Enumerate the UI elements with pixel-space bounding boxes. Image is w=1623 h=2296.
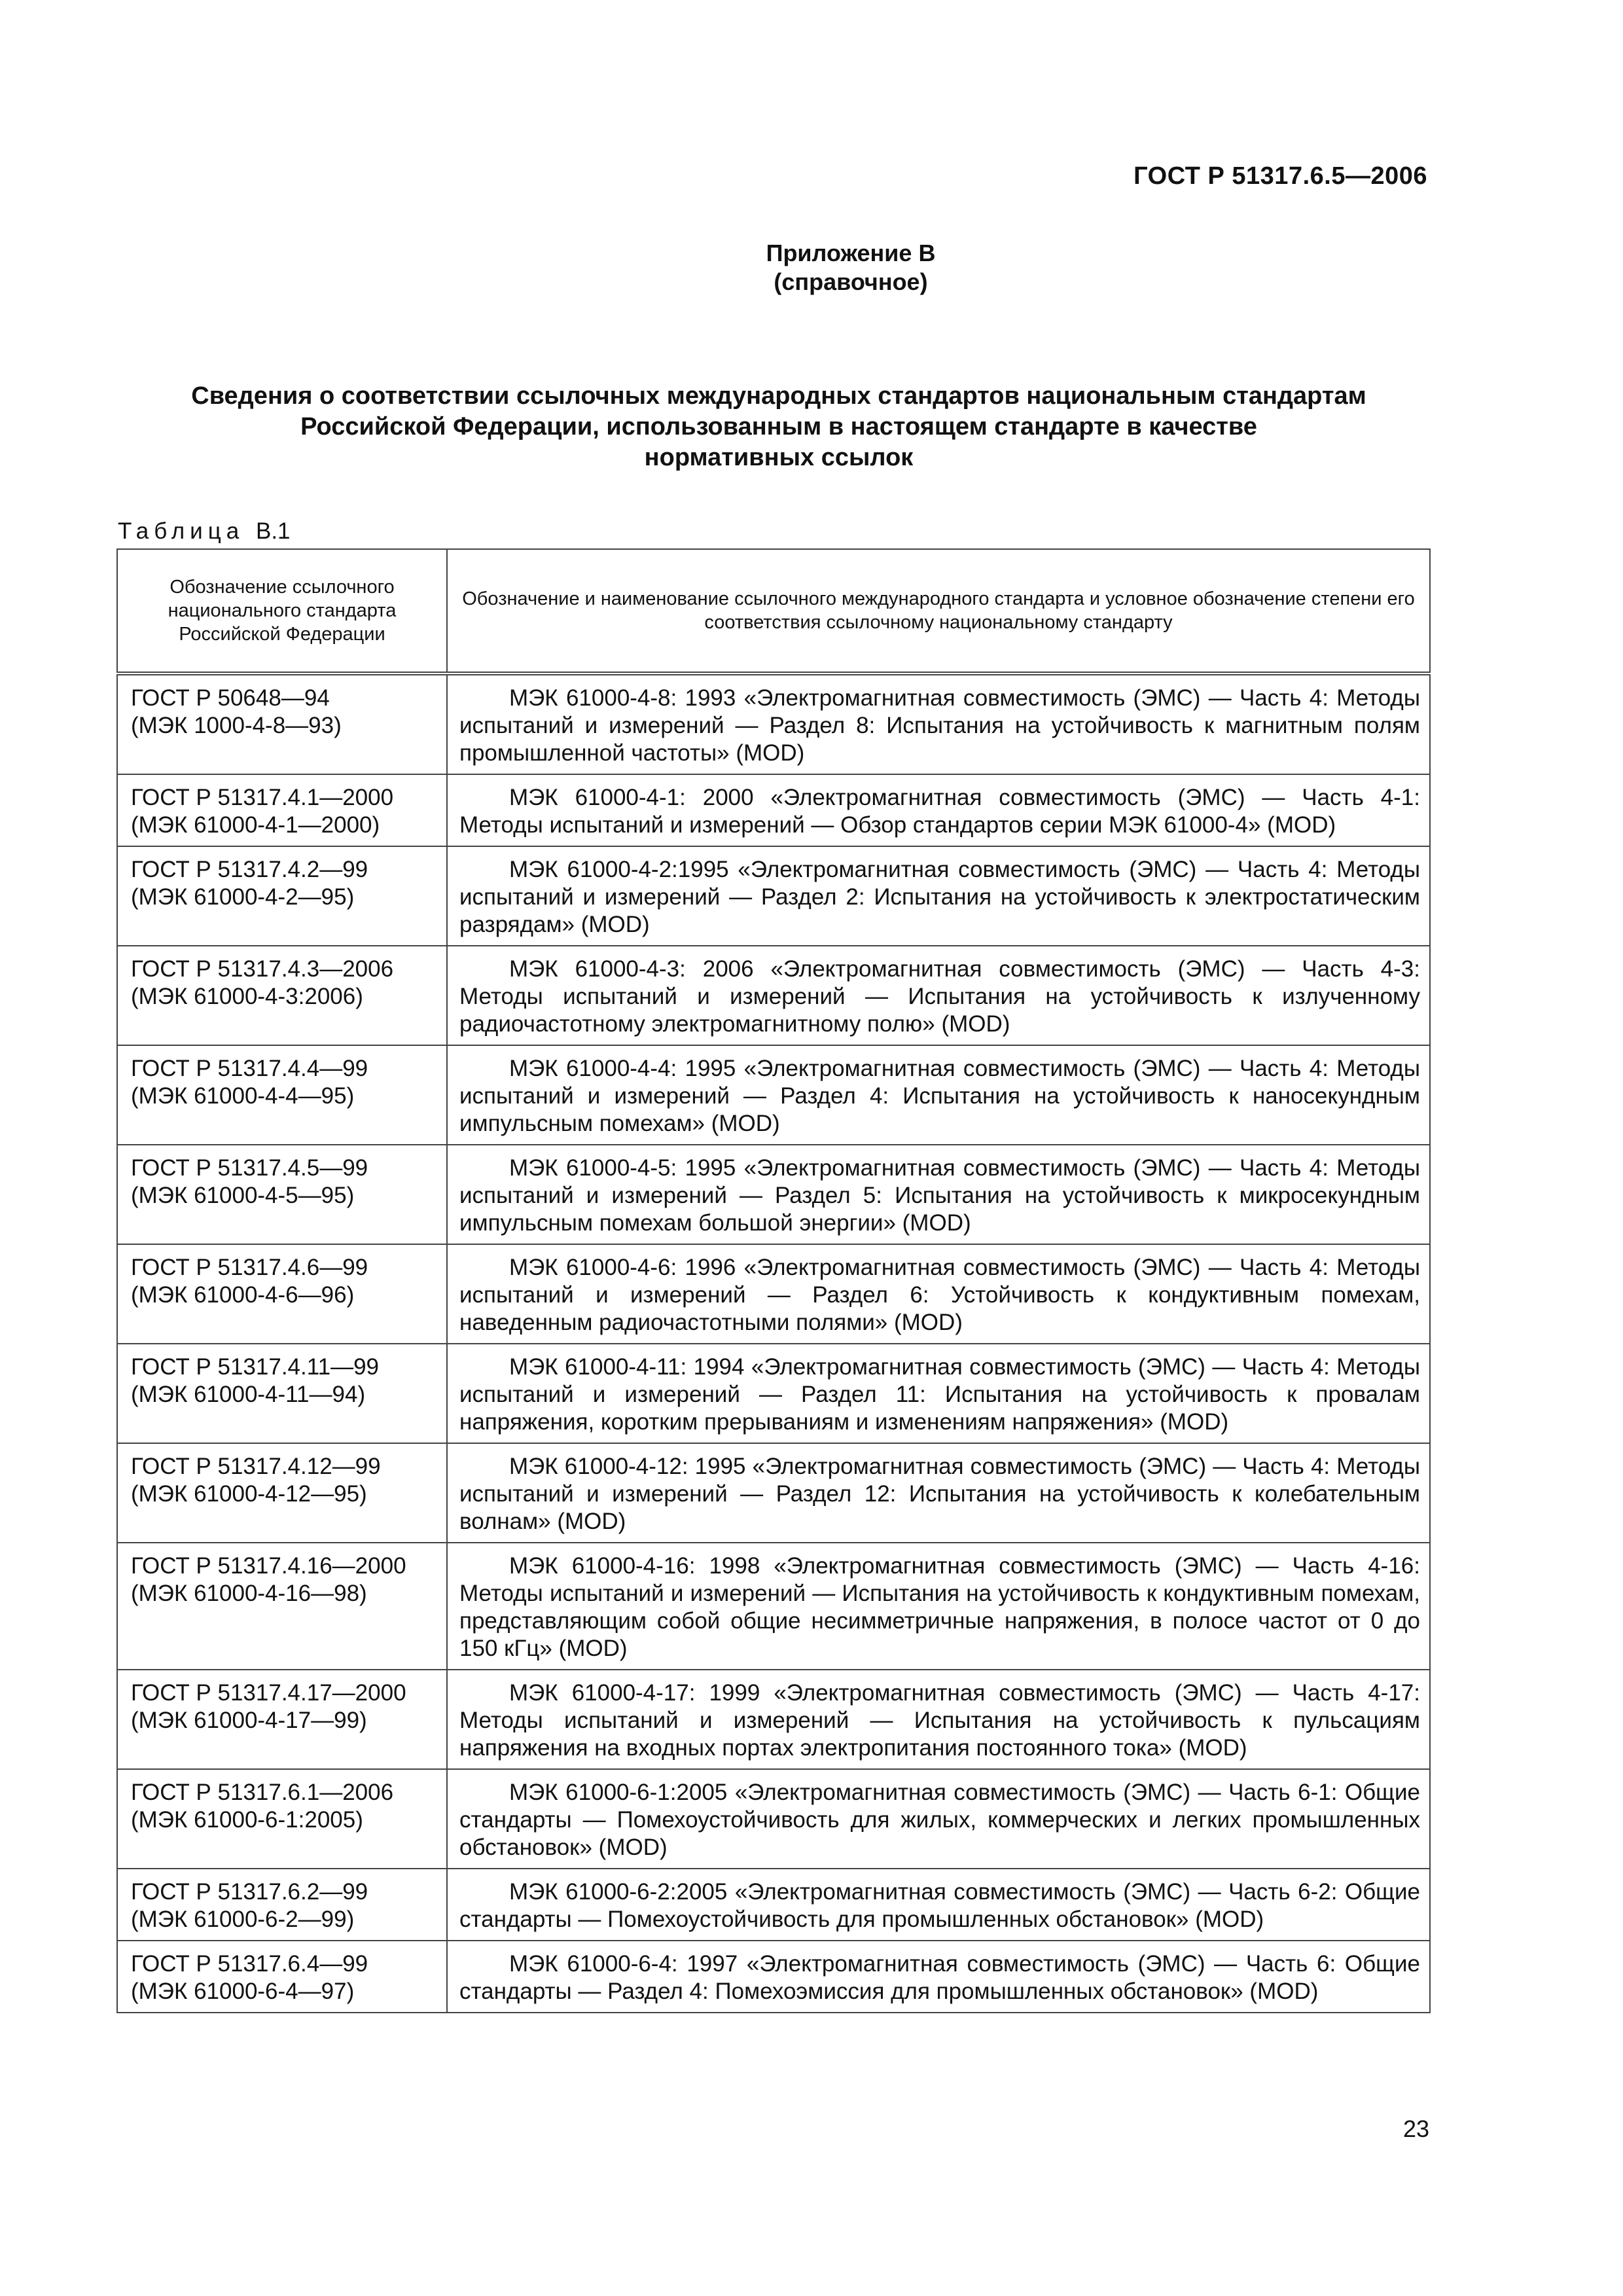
international-standard-cell: МЭК 61000-4-5: 1995 «Электромагнитная совместимость (ЭМС) — Часть 4: Методы испытаний и измерений — Раздел 5: Испытания на устойчивость к микросекундным импульсным помехам большой энергии» (MOD) <box>447 1145 1430 1244</box>
international-standard-cell: МЭК 61000-4-4: 1995 «Электромагнитная совместимость (ЭМС) — Часть 4: Методы испытаний и измерений — Раздел 4: Испытания на устойчивость к наносекундным импульсным помехам» (MOD) <box>447 1045 1430 1145</box>
table-row <box>117 1670 1430 1769</box>
iec-code: (МЭК 61000-4-16—98) <box>131 1581 367 1606</box>
gost-code: ГОСТ Р 51317.6.2—99 <box>131 1879 368 1905</box>
iec-code: (МЭК 61000-6-2—99) <box>131 1907 355 1932</box>
international-standard-cell: МЭК 61000-4-16: 1998 «Электромагнитная совместимость (ЭМС) — Часть 4-16: Методы испытаний и измерений — Испытания на устойчивость к кондуктивным помехам, представляющим собой общие несимметричные напряжения, в полосе частот от 0 до 150 кГц» (MOD) <box>447 1543 1430 1670</box>
iec-code: (МЭК 61000-4-1—2000) <box>131 812 380 838</box>
table-row <box>117 1869 1430 1941</box>
iec-code: (МЭК 61000-4-12—95) <box>131 1481 367 1507</box>
main-title-line: нормативных ссылок <box>644 444 914 471</box>
table-row <box>117 1941 1430 2013</box>
international-standard-cell: МЭК 61000-4-2:1995 «Электромагнитная совместимость (ЭМС) — Часть 4: Методы испытаний и измерений — Раздел 2: Испытания на устойчивость к электростатическим разрядам» (MOD) <box>447 846 1430 946</box>
iec-code: (МЭК 61000-4-2—95) <box>131 884 355 910</box>
gost-code: ГОСТ Р 51317.4.17—2000 <box>131 1680 406 1706</box>
iec-code: (МЭК 61000-4-17—99) <box>131 1708 367 1733</box>
table-caption <box>118 518 291 545</box>
page-number: 23 <box>1402 2115 1429 2142</box>
iec-code: (МЭК 61000-4-11—94) <box>131 1382 366 1407</box>
national-standard-cell <box>117 1869 447 1941</box>
international-standard-cell: МЭК 61000-6-4: 1997 «Электромагнитная совместимость (ЭМС) — Часть 6: Общие стандарты — Раздел 4: Помехоэмиссия для промышленных обстановок» (MOD) <box>447 1941 1430 2013</box>
iec-code: (МЭК 61000-6-4—97) <box>131 1979 355 2004</box>
iec-code: (МЭК 61000-4-5—95) <box>131 1183 355 1208</box>
gost-code: ГОСТ Р 50648—94 <box>131 685 330 711</box>
gost-code: ГОСТ Р 51317.4.2—99 <box>131 857 368 882</box>
main-title-line: Сведения о соответствии ссылочных международных стандартов национальным стандартам <box>191 382 1366 410</box>
international-standard-cell: МЭК 61000-4-1: 2000 «Электромагнитная совместимость (ЭМС) — Часть 4-1: Методы испытаний и измерений — Обзор стандартов серии МЭК 61000-4» (MOD) <box>447 774 1430 846</box>
national-standard-cell <box>117 1443 447 1543</box>
national-standard-cell <box>117 1145 447 1244</box>
national-standard-cell <box>117 1769 447 1869</box>
header-international-standard: Обозначение и наименование ссылочного международного стандарта и условное обозначение степени его соответствия ссылочному национальному стандарту <box>447 549 1430 673</box>
appendix-heading <box>0 239 1623 296</box>
iec-code: (МЭК 61000-4-3:2006) <box>131 984 363 1009</box>
gost-code: ГОСТ Р 51317.4.11—99 <box>131 1354 380 1380</box>
international-standard-cell: МЭК 61000-4-6: 1996 «Электромагнитная совместимость (ЭМС) — Часть 4: Методы испытаний и измерений — Раздел 6: Устойчивость к кондуктивным помехам, наведенным радиочастотными полями» (MOD) <box>447 1244 1430 1344</box>
table-row <box>117 1543 1430 1670</box>
international-standard-cell: МЭК 61000-4-3: 2006 «Электромагнитная совместимость (ЭМС) — Часть 4-3: Методы испытаний и измерений — Испытания на устойчивость к излученному радиочастотному электромагнитному полю» (MOD) <box>447 946 1430 1045</box>
reference-table <box>116 548 1431 2013</box>
national-standard-cell <box>117 1244 447 1344</box>
national-standard-cell <box>117 946 447 1045</box>
main-title <box>118 381 1440 473</box>
national-standard-cell <box>117 774 447 846</box>
international-standard-cell: МЭК 61000-6-1:2005 «Электромагнитная совместимость (ЭМС) — Часть 6-1: Общие стандарты — Помехоустойчивость для жилых, коммерческих и легких промышленных обстановок» (MOD) <box>447 1769 1430 1869</box>
gost-code: ГОСТ Р 51317.4.1—2000 <box>131 785 394 810</box>
table-row <box>117 946 1430 1045</box>
table-row <box>117 1344 1430 1443</box>
national-standard-cell <box>117 1045 447 1145</box>
table-row <box>117 1769 1430 1869</box>
gost-code: ГОСТ Р 51317.4.3—2006 <box>131 956 394 982</box>
iec-code: (МЭК 1000-4-8—93) <box>131 713 342 738</box>
gost-code: ГОСТ Р 51317.4.5—99 <box>131 1155 368 1181</box>
gost-code: ГОСТ Р 51317.4.12—99 <box>131 1454 381 1479</box>
international-standard-cell: МЭК 61000-6-2:2005 «Электромагнитная совместимость (ЭМС) — Часть 6-2: Общие стандарты — Помехоустойчивость для промышленных обстановок» (MOD) <box>447 1869 1430 1941</box>
national-standard-cell <box>117 1670 447 1769</box>
gost-code: ГОСТ Р 51317.6.1—2006 <box>131 1780 394 1805</box>
appendix-subtitle: (справочное) <box>774 268 928 295</box>
table-row <box>117 1244 1430 1344</box>
international-standard-cell: МЭК 61000-4-12: 1995 «Электромагнитная совместимость (ЭМС) — Часть 4: Методы испытаний и измерений — Раздел 12: Испытания на устойчивость к колебательным волнам» (MOD) <box>447 1443 1430 1543</box>
gost-code: ГОСТ Р 51317.4.4—99 <box>131 1056 368 1081</box>
national-standard-cell <box>117 673 447 774</box>
national-standard-cell <box>117 1941 447 2013</box>
table-row <box>117 673 1430 774</box>
international-standard-cell: МЭК 61000-4-11: 1994 «Электромагнитная совместимость (ЭМС) — Часть 4: Методы испытаний и измерений — Раздел 11: Испытания на устойчивость к провалам напряжения, коротким прерываниям и изменениям напряжения» (MOD) <box>447 1344 1430 1443</box>
table-header-row <box>117 549 1430 673</box>
table-row <box>117 846 1430 946</box>
header-national-standard: Обозначение ссылочного национального стандарта Российской Федерации <box>117 549 447 673</box>
international-standard-cell: МЭК 61000-4-8: 1993 «Электромагнитная совместимость (ЭМС) — Часть 4: Методы испытаний и измерений — Раздел 8: Испытания на устойчивость к магнитным полям промышленной частоты» (MOD) <box>447 673 1430 774</box>
national-standard-cell <box>117 846 447 946</box>
gost-code: ГОСТ Р 51317.6.4—99 <box>131 1951 368 1977</box>
main-title-line: Российской Федерации, использованным в настоящем стандарте в качестве <box>300 413 1257 440</box>
table-body <box>117 673 1430 2013</box>
table-row <box>117 1443 1430 1543</box>
national-standard-cell <box>117 1543 447 1670</box>
iec-code: (МЭК 61000-6-1:2005) <box>131 1807 363 1833</box>
document-code: ГОСТ Р 51317.6.5—2006 <box>1133 162 1427 190</box>
gost-code: ГОСТ Р 51317.4.16—2000 <box>131 1553 406 1579</box>
table-row <box>117 1145 1430 1244</box>
table-row <box>117 1045 1430 1145</box>
gost-code: ГОСТ Р 51317.4.6—99 <box>131 1255 368 1280</box>
table-caption-number: В.1 <box>255 518 291 544</box>
table-row <box>117 774 1430 846</box>
iec-code: (МЭК 61000-4-4—95) <box>131 1083 355 1109</box>
iec-code: (МЭК 61000-4-6—96) <box>131 1282 355 1308</box>
appendix-title: Приложение В <box>766 240 936 266</box>
table-caption-word: Таблица <box>118 518 245 544</box>
national-standard-cell <box>117 1344 447 1443</box>
international-standard-cell: МЭК 61000-4-17: 1999 «Электромагнитная совместимость (ЭМС) — Часть 4-17: Методы испытаний и измерений — Испытания на устойчивость к пульсациям напряжения на входных портах электропитания постоянного тока» (MOD) <box>447 1670 1430 1769</box>
